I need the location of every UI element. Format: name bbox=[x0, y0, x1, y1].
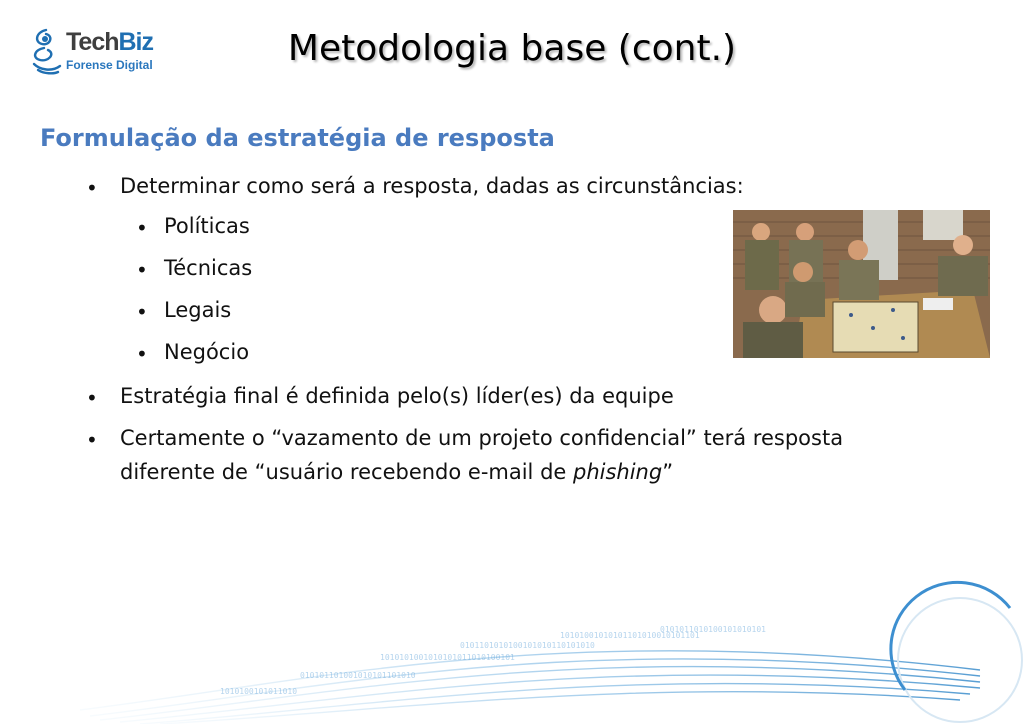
decorative-wave bbox=[0, 560, 1024, 724]
svg-text:10101001010101101010010101101: 10101001010101101010010101101 bbox=[560, 631, 700, 640]
svg-text:0101101010100101010110101010: 0101101010100101010110101010 bbox=[460, 641, 595, 650]
bullet-glyph: • bbox=[136, 216, 148, 240]
svg-text:1010101001010101011010100101: 1010101001010101011010100101 bbox=[380, 653, 515, 662]
svg-text:1010100101011010: 1010100101011010 bbox=[220, 687, 298, 696]
sub-bullet-item: Técnicas bbox=[164, 256, 253, 280]
bullet-glyph: • bbox=[86, 176, 98, 200]
sub-bullet-item: Políticas bbox=[164, 214, 250, 238]
bullet-item: Certamente o “vazamento de um projeto confidencial” terá resposta bbox=[120, 426, 844, 450]
bullet-glyph: • bbox=[86, 428, 98, 452]
bullet-glyph: • bbox=[86, 386, 98, 410]
logo-wordmark: TechBiz bbox=[66, 28, 153, 56]
svg-text:010101101001010101101010: 010101101001010101101010 bbox=[300, 671, 416, 680]
bullet-item: Estratégia final é definida pelo(s) líder(es) da equipe bbox=[120, 384, 674, 408]
bullet-item: Determinar como será a resposta, dadas as circunstâncias: bbox=[120, 174, 744, 198]
sub-bullet-item: Negócio bbox=[164, 340, 250, 364]
team-meeting-photo bbox=[733, 210, 990, 358]
bullet-glyph: • bbox=[136, 300, 148, 324]
bullet-glyph: • bbox=[136, 258, 148, 282]
sub-bullet-item: Legais bbox=[164, 298, 232, 322]
bullet-item-continuation: diferente de “usuário recebendo e-mail de phishing” bbox=[120, 460, 674, 484]
section-heading: Formulação da estratégia de resposta bbox=[40, 124, 555, 152]
slide-title: Metodologia base (cont.) bbox=[287, 28, 737, 69]
bullet-glyph: • bbox=[136, 342, 148, 366]
svg-text:0101011010100101010101: 0101011010100101010101 bbox=[660, 625, 766, 634]
logo-subtitle: Forense Digital bbox=[66, 58, 153, 72]
